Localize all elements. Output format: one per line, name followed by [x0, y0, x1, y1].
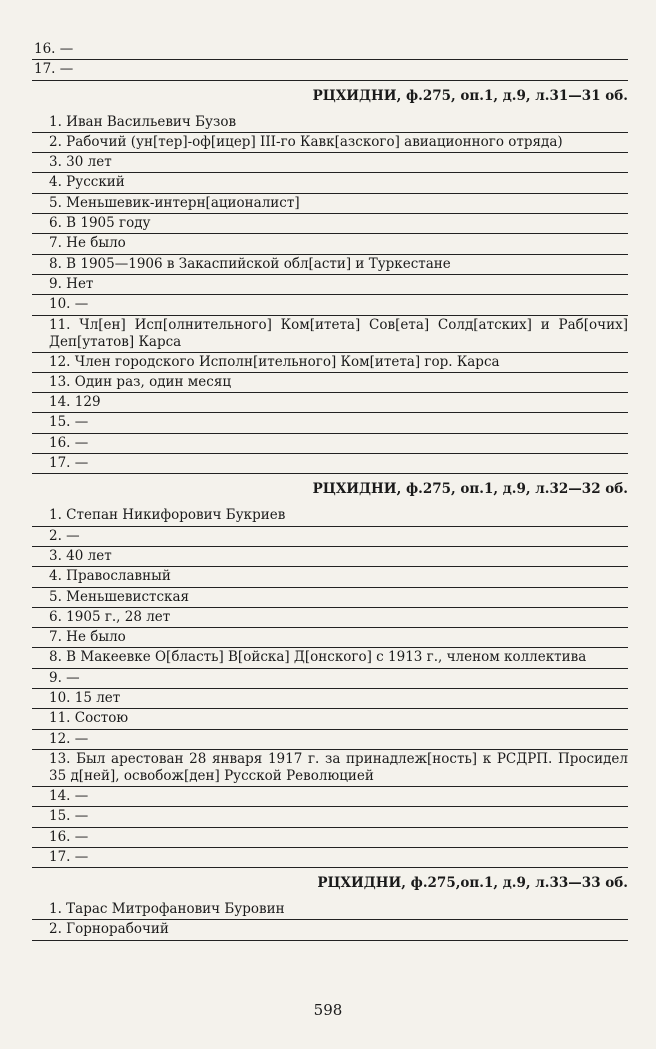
record-fragment [32, 40, 628, 81]
record-row: 12. — [32, 730, 628, 750]
record-row: 5. Меньшевик-интерн[ационалист] [32, 194, 628, 214]
record-row: 10. 15 лет [32, 689, 628, 709]
record-row: 7. Не было [32, 234, 628, 254]
record-row: 6. В 1905 году [32, 214, 628, 234]
record-row: 11. Состою [32, 709, 628, 729]
record-row: 9. — [32, 669, 628, 689]
record-row: 6. 1905 г., 28 лет [32, 608, 628, 628]
archive-reference: РЦХИДНИ, ф.275, оп.1, д.9, л.31—31 об. [312, 87, 628, 104]
record-row: 10. — [32, 295, 628, 315]
record-row: 5. Меньшевистская [32, 588, 628, 608]
record-row: 16. — [32, 828, 628, 848]
record-row: 1. Тарас Митрофанович Буровин [32, 900, 628, 920]
record-row: 17. — [32, 60, 628, 80]
record-row: 7. Не было [32, 628, 628, 648]
record-row: 8. В 1905—1906 в Закаспийской обл[асти] и Туркестане [32, 255, 628, 275]
record-row: 16. — [32, 40, 628, 60]
record-row: 9. Нет [32, 275, 628, 295]
record-row: 12. Член городского Исполн[ительного] Ком[итета] гор. Карса [32, 353, 628, 373]
record-row: 3. 30 лет [32, 153, 628, 173]
page-number: 598 [313, 1001, 343, 1019]
record-row: 13. Был арестован 28 января 1917 г. за принадлеж[ность] к РСДРП. Просидел 35 д[ней], освобож[ден] Русской Революцией [32, 750, 628, 787]
record-burovin [32, 900, 628, 941]
archive-reference: РЦХИДНИ, ф.275, оп.1, д.9, л.32—32 об. [312, 481, 628, 498]
record-row: 4. Русский [32, 173, 628, 193]
record-row: 8. В Макеевке О[бласть] В[ойска] Д[онского] с 1913 г., членом коллектива [32, 648, 628, 668]
record-row: 1. Степан Никифорович Букриев [32, 506, 628, 526]
record-row: 14. — [32, 787, 628, 807]
record-row: 17. — [32, 848, 628, 868]
record-row: 16. — [32, 434, 628, 454]
record-buzov [32, 113, 628, 475]
record-row: 14. 129 [32, 393, 628, 413]
record-row: 3. 40 лет [32, 547, 628, 567]
document-page [32, 40, 628, 941]
record-row: 13. Один раз, один месяц [32, 373, 628, 393]
record-row: 15. — [32, 413, 628, 433]
record-row: 4. Православный [32, 567, 628, 587]
archive-reference: РЦХИДНИ, ф.275,оп.1, д.9, л.33—33 об. [317, 875, 628, 892]
record-row: 11. Чл[ен] Исп[олнительного] Ком[итета] Сов[ета] Солд[атских] и Раб[очих] Деп[утатов] Карса [32, 316, 628, 353]
record-row: 2. — [32, 527, 628, 547]
record-row: 2. Рабочий (ун[тер]-оф[ицер] III-го Кавк[азского] авиационного отряда) [32, 133, 628, 153]
record-bukriev [32, 506, 628, 868]
record-row: 17. — [32, 454, 628, 474]
record-row: 2. Горнорабочий [32, 920, 628, 940]
record-row: 1. Иван Васильевич Бузов [32, 113, 628, 133]
record-row: 15. — [32, 807, 628, 827]
